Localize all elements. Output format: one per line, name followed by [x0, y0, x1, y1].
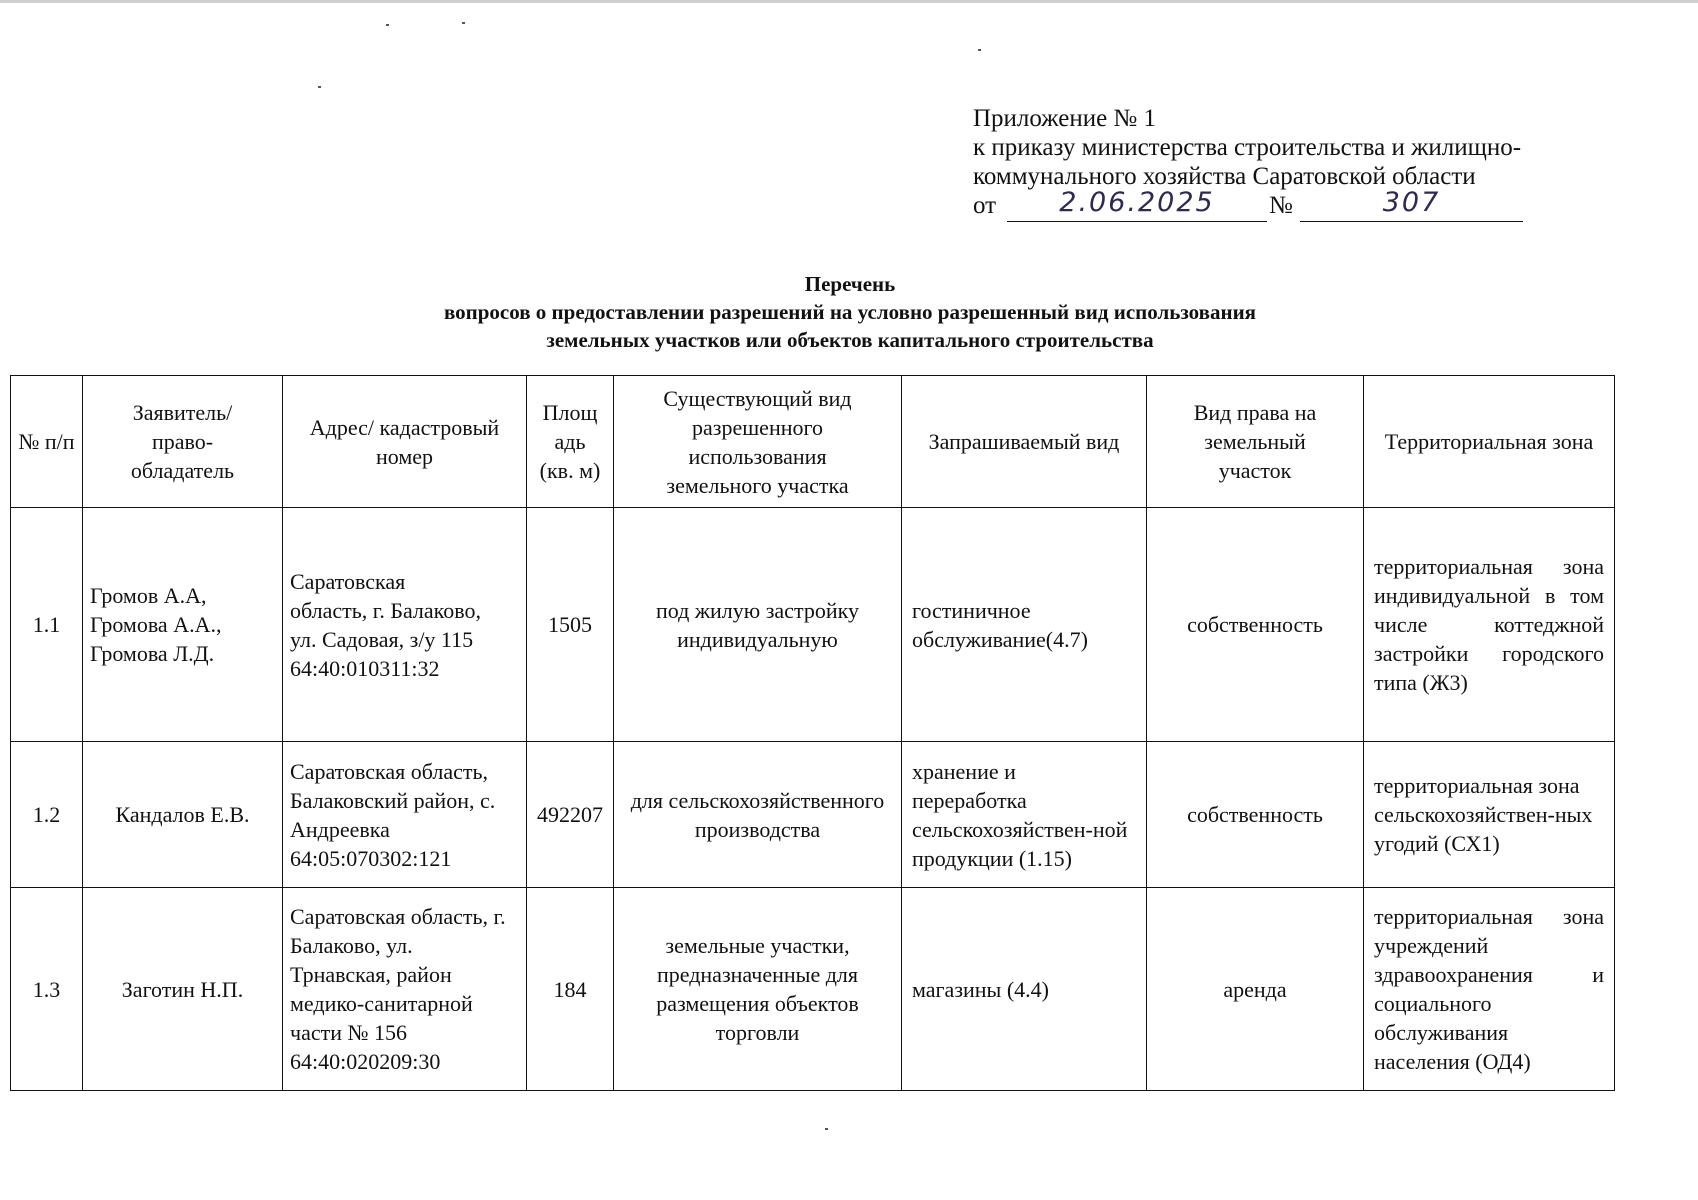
- header-num: № п/п: [11, 376, 83, 508]
- applicant-name: Громова А.А.,: [90, 612, 222, 637]
- cell-requested-use: хранение и переработка сельскохозяйствен-ной продукции (1.15): [902, 742, 1147, 888]
- header-zone: Территориальная зона: [1364, 376, 1615, 508]
- cell-num: 1.3: [11, 888, 83, 1091]
- cell-address: Саратовская область, г. Балаково, ул. Трнавская, район медико-санитарной части № 156 64:40:020209:30: [283, 888, 527, 1091]
- cell-existing-use: под жилую застройку индивидуальную: [614, 508, 902, 742]
- scan-speck: [978, 49, 981, 51]
- cell-applicant: [83, 888, 283, 1091]
- scan-speck: [462, 22, 465, 24]
- cell-zone: территориальная зона индивидуальной в том числе коттеджной застройки городского типа (Ж3): [1364, 508, 1615, 742]
- applicant-name: Громова Л.Д.: [90, 641, 215, 666]
- document-title: [300, 270, 1400, 354]
- appendix-title: Приложение № 1: [973, 105, 1157, 132]
- cell-address: Саратовская область, г. Балаково, ул. Садовая, з/у 115 64:40:010311:32: [283, 508, 527, 742]
- table-header-row: [11, 376, 1615, 508]
- cell-address: Саратовская область, Балаковский район, с. Андреевка 64:05:070302:121: [283, 742, 527, 888]
- cell-area: 492207: [527, 742, 614, 888]
- scan-edge: [0, 0, 1698, 3]
- permits-table: [10, 375, 1615, 1091]
- scan-speck: [386, 24, 389, 26]
- appendix-date-number-line: [973, 187, 1613, 223]
- scan-speck: [318, 86, 321, 88]
- cell-applicant: [83, 742, 283, 888]
- header-requested-use: Запрашиваемый вид: [902, 376, 1147, 508]
- date-handwritten: 2.06.2025: [1007, 191, 1267, 222]
- cell-requested-use: магазины (4.4): [902, 888, 1147, 1091]
- scan-speck: [825, 1128, 828, 1130]
- applicant-name: Заготин Н.П.: [121, 976, 244, 1002]
- applicant-name: Кандалов Е.В.: [115, 802, 250, 827]
- number-handwritten: 307: [1300, 191, 1523, 222]
- appendix-header: [973, 104, 1613, 223]
- cell-existing-use: земельные участки, предназначенные для размещения объектов торговли: [614, 888, 902, 1091]
- cell-existing-use: для сельскохозяйственного производства: [614, 742, 902, 888]
- header-address: Адрес/ кадастровый номер: [283, 376, 527, 508]
- title-line-1: Перечень: [804, 272, 896, 296]
- appendix-ministry-line: коммунального хозяйства Саратовской области: [973, 163, 1476, 190]
- table-row: [11, 888, 1615, 1091]
- cell-land-right: собственность: [1147, 508, 1364, 742]
- title-line-2: вопросов о предоставлении разрешений на условно разрешенный вид использования: [443, 300, 1257, 324]
- applicant-name: Громов А.А,: [90, 583, 207, 608]
- number-prefix: №: [1269, 192, 1293, 219]
- cell-land-right: аренда: [1147, 888, 1364, 1091]
- cell-area: 184: [527, 888, 614, 1091]
- date-prefix: от: [973, 192, 997, 219]
- header-applicant: Заявитель/ право-обладатель: [83, 376, 283, 508]
- cell-applicant: [83, 508, 283, 742]
- header-existing-use: Существующий вид разрешенного использования земельного участка: [614, 376, 902, 508]
- cell-zone: территориальная зона учреждений здравоохранения и социального обслуживания населения (ОД4): [1364, 888, 1615, 1091]
- cell-land-right: собственность: [1147, 742, 1364, 888]
- header-area: Площ адь (кв. м): [527, 376, 614, 508]
- table-row: [11, 742, 1615, 888]
- cell-zone: территориальная зона сельскохозяйствен-ных угодий (СХ1): [1364, 742, 1615, 888]
- cell-num: 1.2: [11, 742, 83, 888]
- header-land-right: Вид права на земельный участок: [1147, 376, 1364, 508]
- table-row: [11, 508, 1615, 742]
- appendix-order-line: к приказу министерства строительства и жилищно-: [973, 134, 1522, 161]
- cell-num: 1.1: [11, 508, 83, 742]
- title-line-3: земельных участков или объектов капитального строительства: [546, 328, 1154, 352]
- cell-requested-use: гостиничное обслуживание(4.7): [902, 508, 1147, 742]
- cell-area: 1505: [527, 508, 614, 742]
